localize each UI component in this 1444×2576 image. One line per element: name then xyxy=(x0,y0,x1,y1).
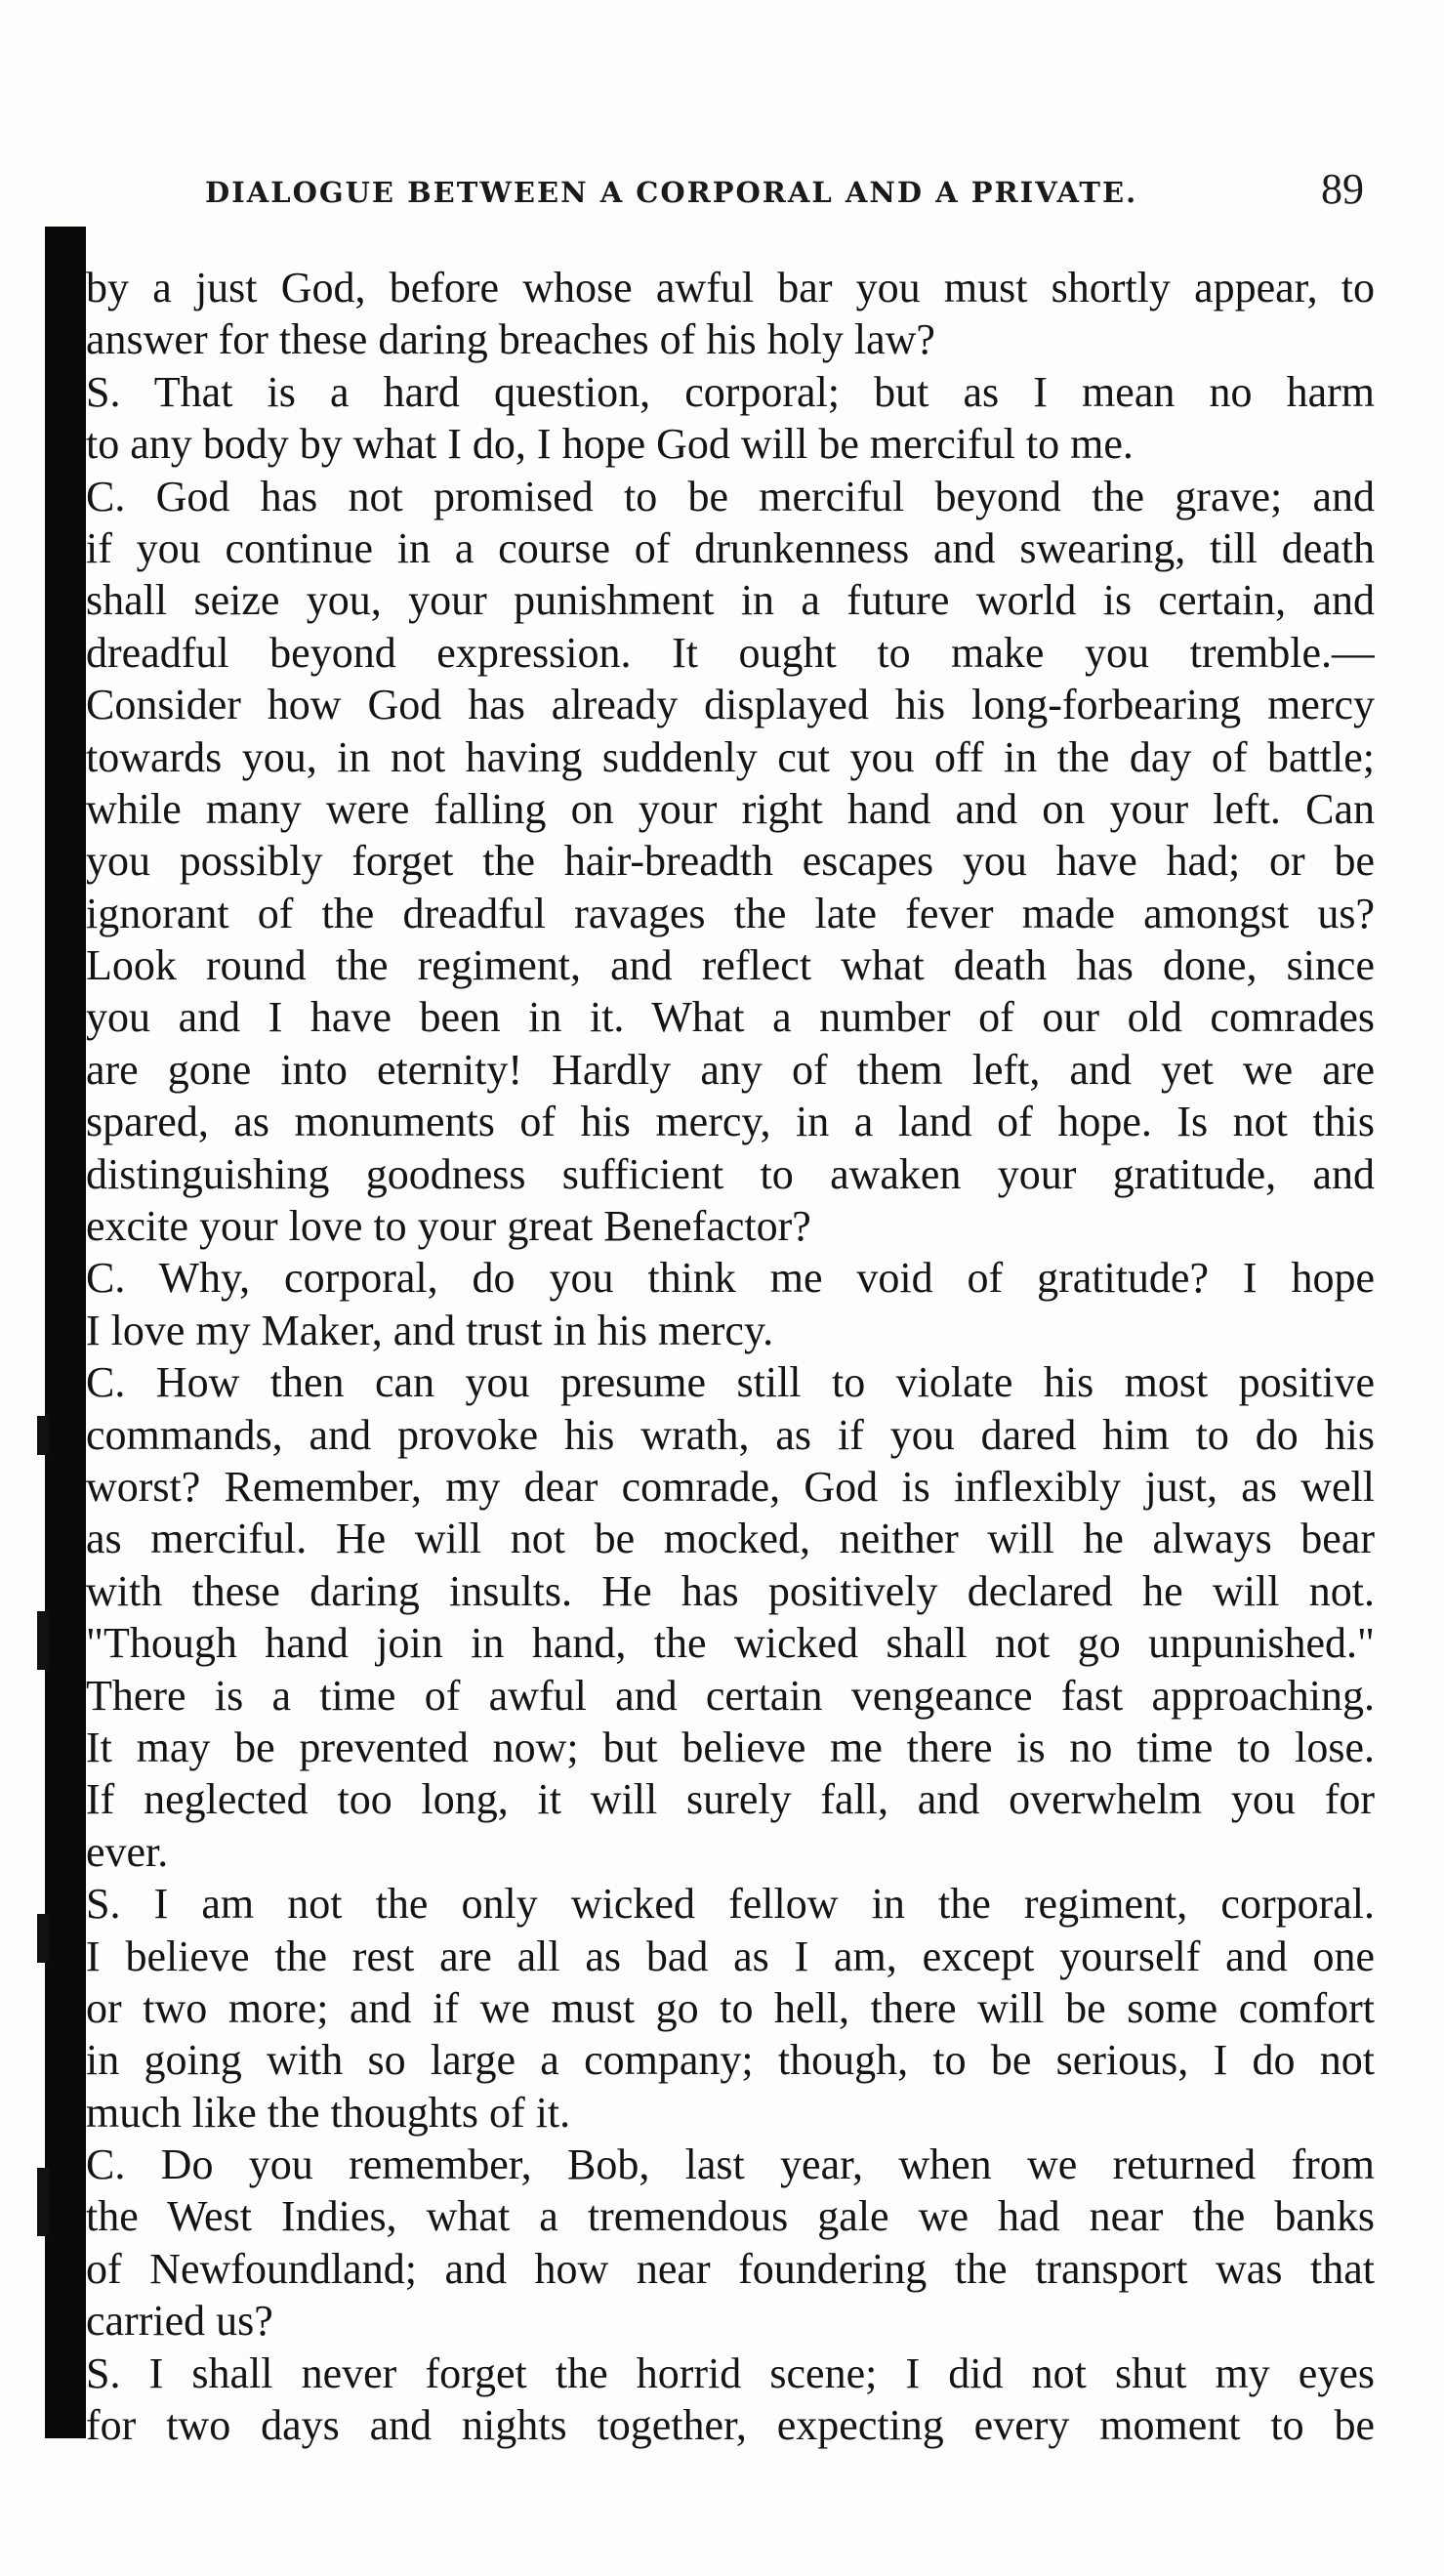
body-text xyxy=(86,262,1375,2451)
text-line: much like the thoughts of it. xyxy=(86,2088,571,2137)
binding-notch xyxy=(37,1611,49,1670)
text-line: carried us? xyxy=(86,2297,273,2346)
page-number: 89 xyxy=(1321,165,1364,213)
text-line: if you continue in a course of drunkenness and swearing, till death xyxy=(86,523,1375,572)
text-line: S. I shall never forget the horrid scene; I did not shut my eyes xyxy=(86,2348,1375,2397)
text-line: excite your love to your great Benefactor? xyxy=(86,1202,811,1251)
text-line: or two more; and if we must go to hell, there will be some comfort xyxy=(86,1983,1375,2032)
text-line: you possibly forget the hair-breadth escapes you have had; or be xyxy=(86,837,1375,886)
text-line: the West Indies, what a tremendous gale we had near the banks xyxy=(86,2192,1375,2241)
text-line: of Newfoundland; and how near foundering the transport was that xyxy=(86,2244,1375,2293)
text-line: by a just God, before whose awful bar you must shortly appear, to xyxy=(86,264,1375,312)
running-head: DIALOGUE BETWEEN A CORPORAL AND A PRIVATE. xyxy=(205,176,1138,209)
binding-notch xyxy=(37,2168,49,2236)
text-line: spared, as monuments of his mercy, in a land of hope. Is not this xyxy=(86,1098,1375,1146)
text-line: commands, and provoke his wrath, as if you dared him to do his xyxy=(86,1410,1375,1459)
binding-notch xyxy=(37,1914,49,1963)
text-line: as merciful. He will not be mocked, neither will he always bear xyxy=(86,1515,1375,1563)
text-line: ever. xyxy=(86,1827,169,1876)
binding-notch xyxy=(37,1416,49,1455)
text-line: for two days and nights together, expecting every moment to be xyxy=(86,2401,1375,2450)
text-line: with these daring insults. He has positively declared he will not. xyxy=(86,1566,1375,1615)
text-line: I love my Maker, and trust in his mercy. xyxy=(86,1306,774,1354)
text-line: Look round the regiment, and reflect what death has done, since xyxy=(86,941,1375,990)
text-line: worst? Remember, my dear comrade, God is inflexibly just, as well xyxy=(86,1462,1375,1511)
text-line: C. Why, corporal, do you think me void of gratitude? I hope xyxy=(86,1254,1375,1303)
text-line: C. How then can you presume still to violate his most positive xyxy=(86,1358,1375,1407)
text-line: are gone into eternity! Hardly any of them left, and yet we are xyxy=(86,1045,1375,1094)
text-line: S. I am not the only wicked fellow in the regiment, corporal. xyxy=(86,1880,1375,1929)
text-line: I believe the rest are all as bad as I am, except yourself and one xyxy=(86,1932,1375,1980)
text-line: shall seize you, your punishment in a future world is certain, and xyxy=(86,576,1375,625)
text-line: answer for these daring breaches of his holy law? xyxy=(86,315,935,364)
text-line: towards you, in not having suddenly cut you off in the day of battle; xyxy=(86,732,1375,781)
text-line: while many were falling on your right hand and on your left. Can xyxy=(86,784,1375,833)
text-line: Consider how God has already displayed his long-forbearing mercy xyxy=(86,681,1375,729)
text-line: C. Do you remember, Bob, last year, when we returned from xyxy=(86,2140,1375,2189)
text-line: dreadful beyond expression. It ought to make you tremble.— xyxy=(86,628,1375,677)
text-line: in going with so large a company; though, to be serious, I do not xyxy=(86,2036,1375,2085)
text-line: you and I have been in it. What a number of our old comrades xyxy=(86,993,1375,1042)
text-line: C. God has not promised to be merciful beyond the grave; and xyxy=(86,472,1375,520)
text-line: "Though hand join in hand, the wicked shall not go unpunished." xyxy=(86,1619,1375,1668)
text-line: distinguishing goodness sufficient to awaken your gratitude, and xyxy=(86,1149,1375,1198)
text-line: If neglected too long, it will surely fall, and overwhelm you for xyxy=(86,1775,1375,1824)
text-line: S. That is a hard question, corporal; but as I mean no harm xyxy=(86,367,1375,416)
text-line: ignorant of the dreadful ravages the late fever made amongst us? xyxy=(86,889,1375,937)
text-line: It may be prevented now; but believe me there is no time to lose. xyxy=(86,1723,1375,1771)
binding-shadow xyxy=(45,227,86,2438)
text-line: to any body by what I do, I hope God will be merciful to me. xyxy=(86,420,1134,469)
text-line: There is a time of awful and certain vengeance fast approaching. xyxy=(86,1671,1375,1720)
